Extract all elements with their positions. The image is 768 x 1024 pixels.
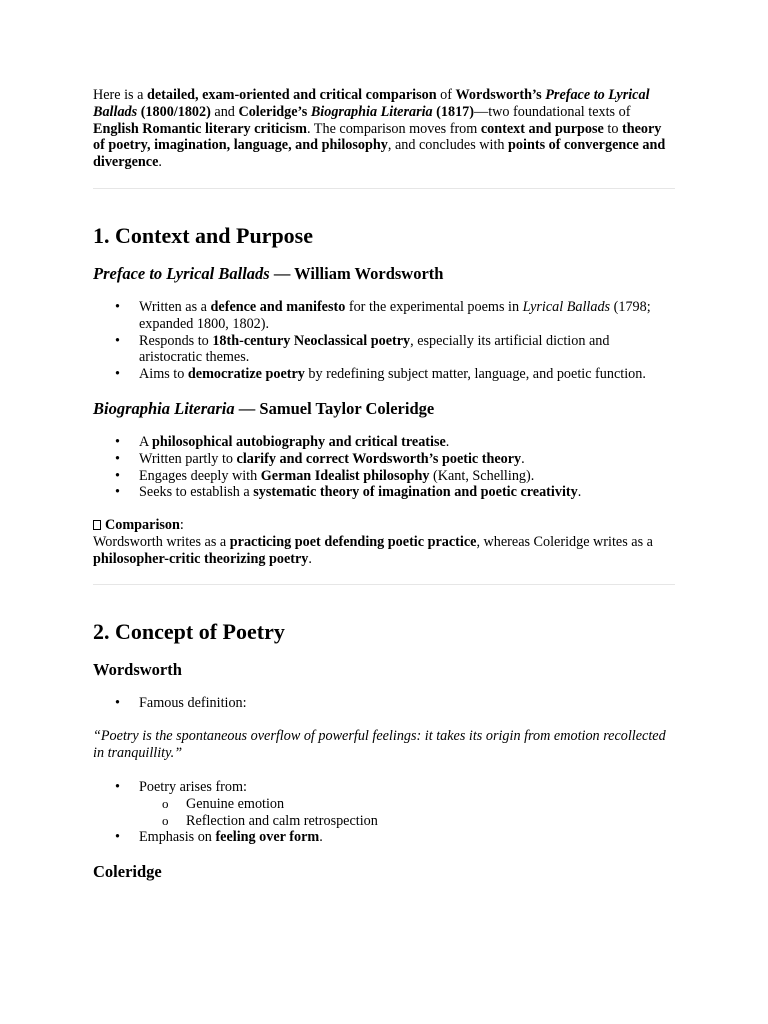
intro-text: . The comparison moves from bbox=[306, 120, 481, 137]
sub-list-item: o Genuine emotion bbox=[139, 796, 675, 813]
definition-quote bbox=[93, 728, 675, 762]
intro-text: of bbox=[436, 87, 456, 103]
item-text: Written partly to bbox=[139, 450, 237, 467]
author-name: — William Wordsworth bbox=[269, 263, 444, 283]
item-text: . bbox=[521, 450, 525, 467]
item-text: Written as a bbox=[139, 298, 211, 315]
section-heading: 1. Context and Purpose bbox=[93, 222, 314, 248]
item-text: Seeks to establish a bbox=[139, 484, 254, 501]
comparison-label: Comparison bbox=[105, 517, 180, 534]
missing-glyph-icon bbox=[93, 520, 101, 530]
list-item bbox=[93, 468, 675, 485]
list-item bbox=[93, 451, 675, 468]
list-item bbox=[93, 484, 675, 501]
list-item bbox=[93, 434, 675, 451]
subsection-heading bbox=[93, 264, 675, 284]
work-title: Preface to Lyrical Ballads bbox=[93, 263, 270, 283]
comparison-text: Wordsworth writes as a bbox=[93, 533, 230, 550]
comparison-text: , whereas Coleridge writes as a bbox=[476, 533, 653, 550]
comparison-bold: practicing poet defending poetic practice bbox=[229, 533, 477, 550]
item-bold: clarify and correct Wordsworth’s poetic theory bbox=[236, 450, 522, 467]
intro-bold: English Romantic literary criticism bbox=[93, 120, 307, 137]
list-item bbox=[93, 829, 675, 846]
item-bold: democratize poetry bbox=[187, 366, 305, 383]
item-text: . bbox=[319, 829, 323, 846]
item-text: (Kant, Schelling). bbox=[429, 467, 535, 484]
item-bold: 18th-century Neoclassical poetry bbox=[212, 332, 411, 349]
list-item bbox=[93, 333, 675, 367]
sub-list bbox=[139, 796, 675, 830]
item-bold: feeling over form bbox=[215, 829, 320, 846]
section-heading: 2. Concept of Poetry bbox=[93, 618, 285, 644]
item-text: . bbox=[577, 484, 582, 501]
divider bbox=[93, 188, 675, 189]
intro-bold: Coleridge’s bbox=[238, 103, 311, 120]
subsection-heading bbox=[93, 399, 675, 419]
intro-bold: (1800/1802) bbox=[137, 103, 211, 120]
divider bbox=[93, 584, 675, 585]
item-bold: defence and manifesto bbox=[210, 298, 346, 315]
item-text: Emphasis on bbox=[139, 829, 216, 846]
intro-bold-italic: Biographia Literaria bbox=[310, 103, 433, 120]
intro-text: —two foundational texts of bbox=[474, 103, 631, 120]
intro-bold: Wordsworth’s bbox=[455, 87, 546, 103]
definition-list bbox=[93, 695, 675, 712]
list-item bbox=[93, 299, 675, 333]
intro-bold: context and purpose bbox=[480, 120, 604, 137]
intro-bold: detailed, exam-oriented and critical comparison bbox=[146, 87, 437, 103]
sub-list-item: o Reflection and calm retrospection bbox=[139, 813, 675, 830]
item-text: Responds to bbox=[139, 332, 213, 349]
wordsworth-context-list bbox=[93, 299, 675, 383]
list-item bbox=[93, 779, 675, 829]
comparison-bold: philosopher-critic theorizing poetry bbox=[93, 550, 309, 567]
list-item bbox=[93, 366, 675, 383]
document-content bbox=[93, 87, 675, 882]
item-text: Aims to bbox=[139, 366, 188, 383]
poetry-origins-list bbox=[93, 779, 675, 846]
intro-bold: theory of poetry, imagination, language, and philosophy bbox=[93, 120, 662, 154]
item-text: Engages deeply with bbox=[139, 467, 261, 484]
comparison-colon: : bbox=[179, 517, 184, 534]
item-text: for the experimental poems in bbox=[345, 298, 523, 315]
subsection-heading: Coleridge bbox=[93, 862, 162, 882]
item-text: , especially its artificial diction and aristocratic themes. bbox=[139, 332, 610, 366]
intro-bold-italic: Preface to Lyrical Ballads bbox=[93, 87, 650, 120]
list-item: • Famous definition: bbox=[93, 695, 675, 712]
intro-paragraph bbox=[93, 87, 675, 171]
intro-text: Here is a bbox=[93, 87, 147, 103]
item-bold: systematic theory of imagination and poetic creativity bbox=[253, 484, 578, 501]
comparison-text: . bbox=[308, 550, 312, 567]
work-title: Biographia Literaria bbox=[93, 398, 235, 418]
item-italic: Lyrical Ballads bbox=[522, 298, 611, 315]
coleridge-context-list bbox=[93, 434, 675, 501]
subsection-heading: Wordsworth bbox=[93, 659, 182, 679]
author-name: — Samuel Taylor Coleridge bbox=[234, 398, 435, 418]
quote-text: “Poetry is the spontaneous overflow of powerful feelings: it takes its origin from emotion recollected in tranquillity.” bbox=[93, 728, 666, 762]
intro-bold: (1817) bbox=[432, 103, 474, 120]
item-text: (1798; expanded 1800, 1802). bbox=[139, 298, 651, 332]
intro-text: to bbox=[603, 120, 622, 137]
item-bold: German Idealist philosophy bbox=[260, 467, 430, 484]
item-text: A bbox=[139, 433, 153, 450]
item-bold: philosophical autobiography and critical treatise bbox=[152, 433, 446, 450]
item-text: by redefining subject matter, language, and poetic function. bbox=[304, 366, 646, 383]
comparison-paragraph bbox=[93, 517, 675, 567]
intro-text: , and concludes with bbox=[387, 137, 509, 154]
item-text: Poetry arises from: bbox=[139, 778, 247, 795]
intro-text: . bbox=[158, 154, 162, 171]
item-text: . bbox=[445, 433, 450, 450]
intro-text: and bbox=[210, 103, 239, 120]
intro-bold: points of convergence and divergence bbox=[93, 137, 666, 171]
